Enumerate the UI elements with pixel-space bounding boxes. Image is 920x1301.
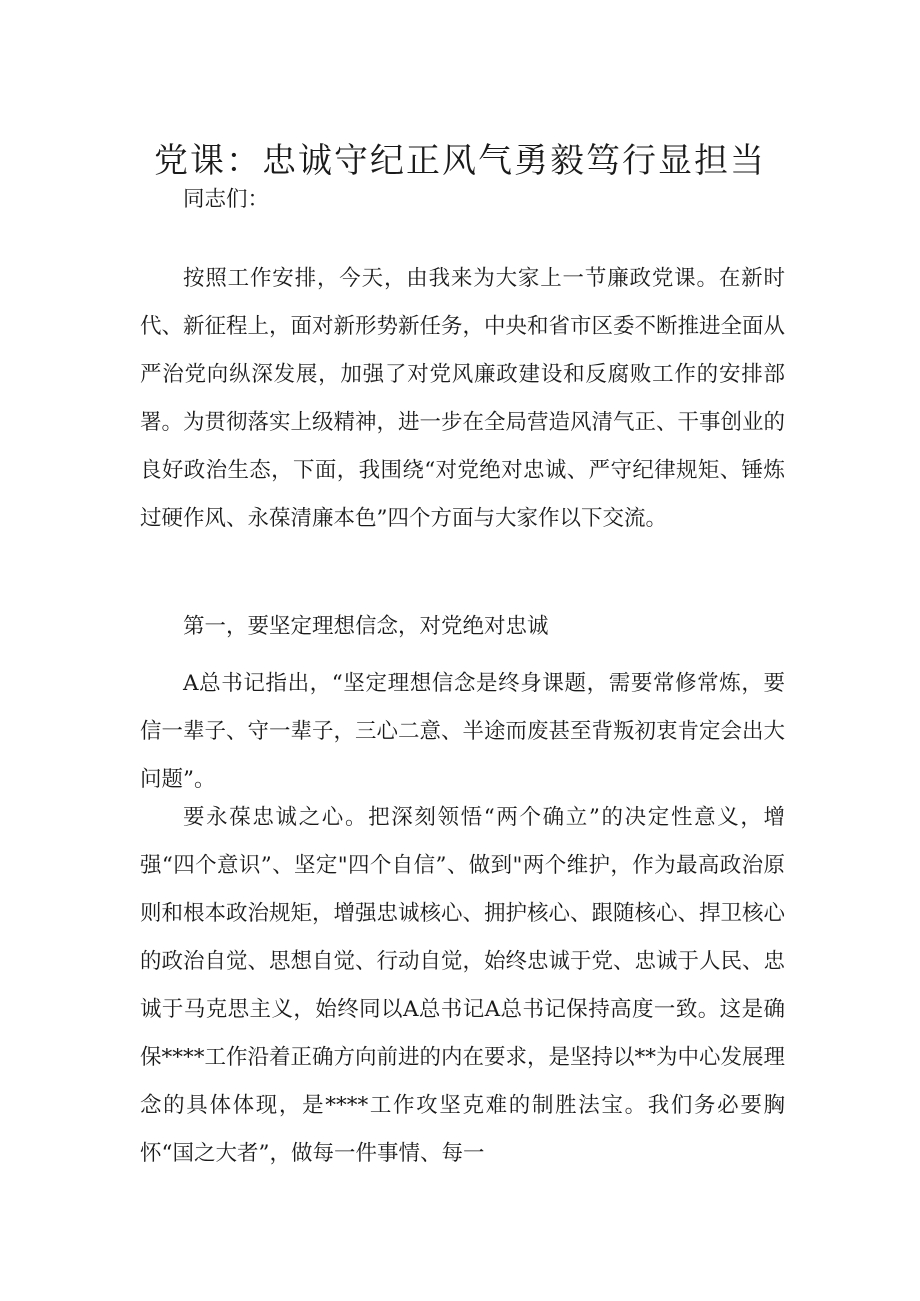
section-heading-1: 第一，要坚定理想信念，对党绝对忠诚 xyxy=(183,614,549,639)
paragraph-loyalty: 要永葆忠诚之心。把深刻领悟“两个确立”的决定性意义，增强“四个意识”、坚定"四个自信”、做到"两个维护，作为最高政治原则和根本政治规矩，增强忠诚核心、拥护核心、跟随核心、捍卫核心的政治自觉、思想自觉、行动自觉，始终忠诚于党、忠诚于人民、忠诚于马克思主义，始终同以A总书记A总书记保持高度一致。这是确保****工作沿着正确方向前进的内在要求，是坚持以**为中心发展理念的具体体现，是****工作攻坚克难的制胜法宝。我们务必要胸怀“国之大者”，做每一件事情、每一 xyxy=(140,805,786,1166)
paragraph-quote: A总书记指出，“坚定理想信念是终身课题，需要常修常炼，要信一辈子、守一辈子，三心二意、半途而废甚至背叛初衷肯定会出大问题”。 xyxy=(140,671,786,792)
salutation: 同志们： xyxy=(183,187,270,212)
paragraph-intro: 按照工作安排，今天，由我来为大家上一节廉政党课。在新时代、新征程上，面对新形势新任务，中央和省市区委不断推进全面从严治党向纵深发展，加强了对党风廉政建设和反腐败工作的安排部署。为贯彻落实上级精神，进一步在全局营造风清气正、干事创业的良好政治生态，下面，我围绕“对党绝对忠诚、严守纪律规矩、锤炼过硬作风、永葆清廉本色”四个方面与大家作以下交流。 xyxy=(140,266,786,531)
document-title: 党课：忠诚守纪正风气勇毅笃行显担当 xyxy=(154,141,766,181)
